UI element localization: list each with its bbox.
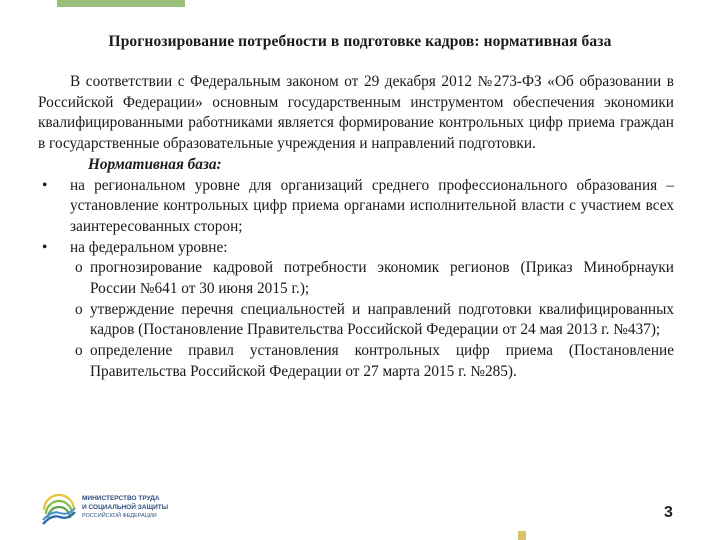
bullet-icon: •: [42, 176, 48, 194]
logo-text: [82, 494, 168, 521]
ministry-emblem-icon: [40, 488, 78, 526]
sub-list-item-text: прогнозирование кадровой потребности экономик регионов (Приказ Минобрнауки России №641 от 30 июня 2015 г.);: [90, 259, 674, 298]
logo-line: И СОЦИАЛЬНОЙ ЗАЩИТЫ: [82, 503, 169, 511]
sub-list-item: [38, 300, 674, 341]
logo-line: МИНИСТЕРСТВО ТРУДА: [82, 494, 160, 502]
sub-list-item-text: утверждение перечня специальностей и направлений подготовки квалифицированных кадров (Постановление Правительства Российской Федерации от 24 мая 2013 г. №437);: [90, 300, 674, 339]
slide-title: Прогнозирование потребности в подготовке кадров: нормативная база: [108, 33, 612, 50]
list-item-text: на федеральном уровне:: [70, 238, 228, 256]
sub-list-item-text: определение правил установления контрольных цифр приема (Постановление Правительства Российской Федерации от 27 марта 2015 г. №285).: [90, 342, 674, 380]
top-accent-bar: [57, 0, 185, 7]
list-item: [38, 238, 674, 259]
section-heading: Нормативная база:: [88, 155, 222, 173]
bullet-icon: •: [42, 238, 48, 256]
circle-bullet-icon: o: [75, 300, 83, 318]
circle-bullet-icon: o: [75, 342, 83, 360]
page-number: 3: [664, 504, 673, 521]
circle-bullet-icon: o: [75, 259, 83, 277]
sub-list-item: [38, 341, 674, 382]
sub-list-item: [38, 258, 674, 299]
ministry-logo: [40, 488, 168, 526]
bottom-accent-bar: [518, 531, 526, 540]
list-item-text: на региональном уровне для организаций среднего профессионального образования – установление контрольных цифр приема органами исполнительной власти с участием всех заинтересованных сторон;: [70, 176, 674, 235]
slide-content: [38, 72, 674, 383]
intro-paragraph: В соответствии с Федеральным законом от 29 декабря 2012 №273-ФЗ «Об образовании в Российской Федерации» основным государственным инструментом обеспечения экономики квалифицированными работниками является формирование контрольных цифр приема граждан в государственные образовательные учреждения и направлений подготовки.: [38, 73, 674, 153]
logo-line: РОССИЙСКОЙ ФЕДЕРАЦИИ: [82, 512, 157, 519]
list-item: [38, 176, 674, 238]
